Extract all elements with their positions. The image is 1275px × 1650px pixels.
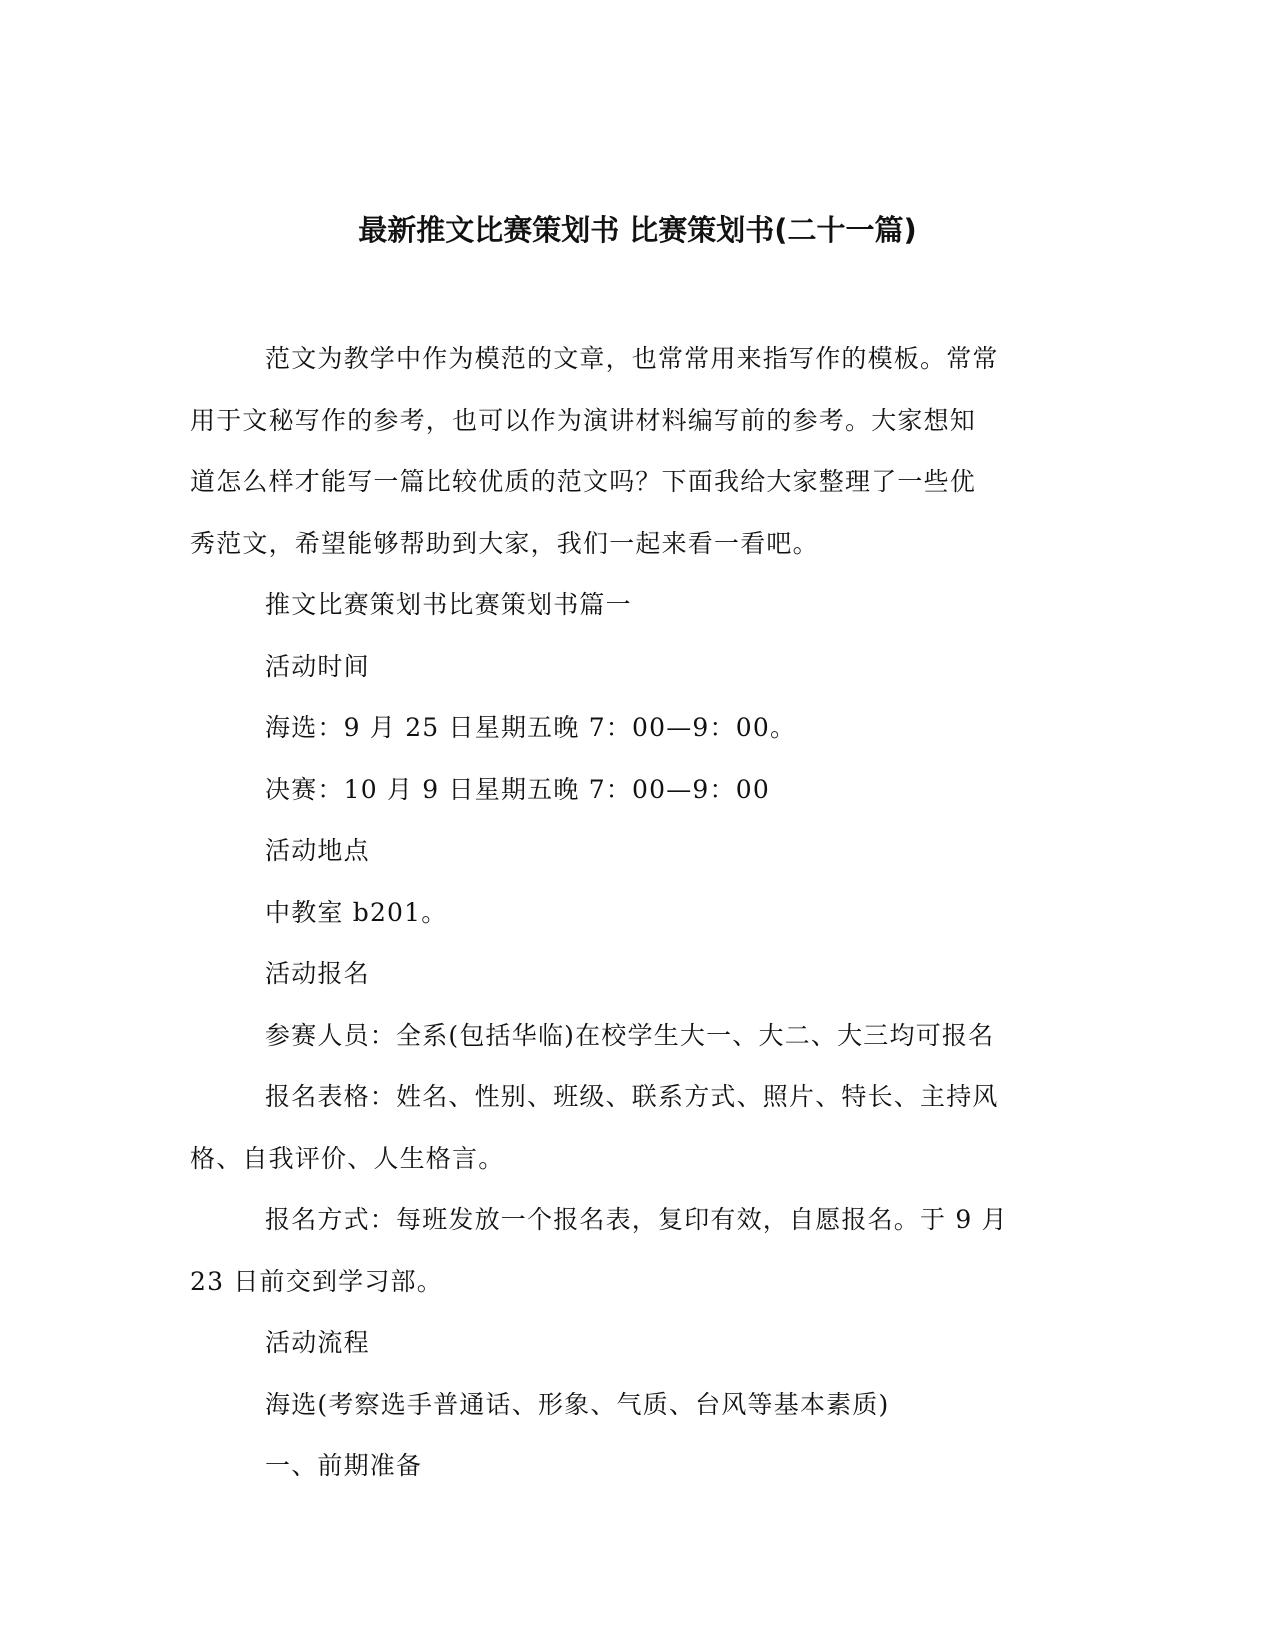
document-body: [190, 328, 1080, 1497]
body-line: 活动报名: [265, 959, 370, 988]
body-line: 23 日前交到学习部。: [190, 1266, 443, 1296]
body-line: 报名表格：姓名、性别、班级、联系方式、照片、特长、主持风: [265, 1082, 999, 1111]
body-line: 一、前期准备: [265, 1451, 423, 1480]
document-title: 最新推文比赛策划书 比赛策划书(二十一篇): [358, 213, 917, 247]
body-line: 报名方式：每班发放一个报名表，复印有效，自愿报名。于 9 月: [265, 1205, 1008, 1234]
body-line: 海选：9 月 25 日星期五晚 7：00—9：00。: [265, 713, 797, 742]
body-line: 决赛：10 月 9 日星期五晚 7：00—9：00: [265, 774, 770, 804]
body-line: 格、自我评价、人生格言。: [190, 1143, 505, 1173]
body-line: 参赛人员：全系(包括华临)在校学生大一、大二、大三均可报名: [265, 1020, 995, 1050]
body-line: 活动地点: [265, 836, 370, 865]
body-line: 活动时间: [265, 651, 370, 681]
section-heading: 推文比赛策划书比赛策划书篇一: [265, 590, 632, 619]
body-line: 秀范文，希望能够帮助到大家，我们一起来看一看吧。: [190, 528, 819, 558]
body-line: 海选(考察选手普通话、形象、气质、台风等基本素质): [265, 1389, 890, 1419]
body-line: 活动流程: [265, 1328, 370, 1357]
body-line: 用于文秘写作的参考，也可以作为演讲材料编写前的参考。大家想知: [190, 405, 977, 435]
body-line: 道怎么样才能写一篇比较优质的范文吗？下面我给大家整理了一些优: [190, 467, 977, 496]
body-line: 范文为教学中作为模范的文章，也常常用来指写作的模板。常常: [265, 344, 999, 373]
body-line: 中教室 b201。: [265, 897, 448, 927]
